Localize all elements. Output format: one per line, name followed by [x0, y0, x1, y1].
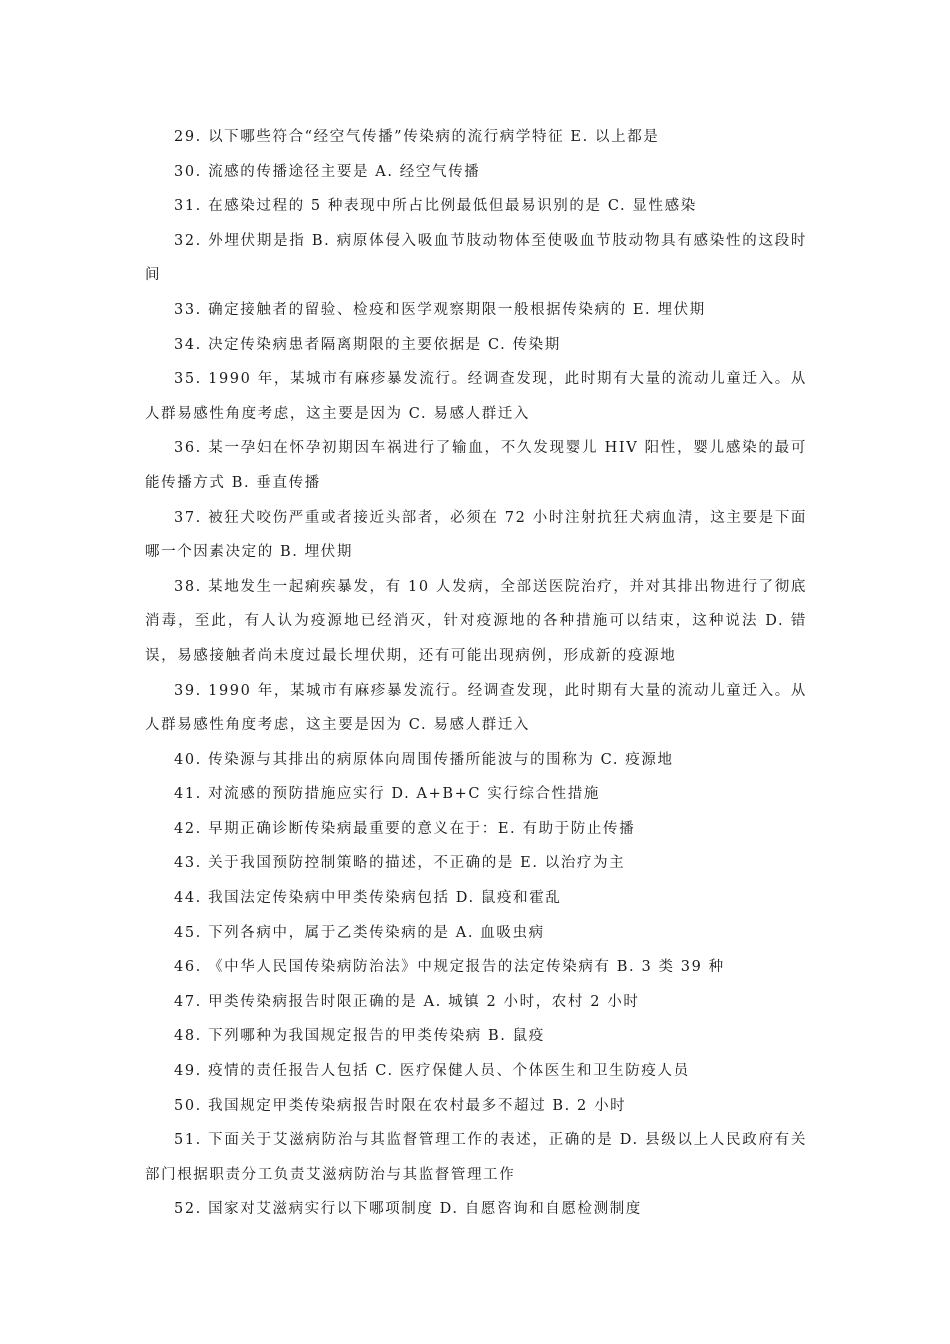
question-50: 50. 我国规定甲类传染病报告时限在农村最多不超过 B. 2 小时 — [174, 1097, 627, 1114]
question-39: 39. 1990 年，某城市有麻疹暴发流行。经调查发现，此时期有大量的流动儿童迁入。从人群易感性角度考虑，这主要是因为 C. 易感人群迁入 — [145, 682, 807, 734]
question-51: 51. 下面关于艾滋病防治与其监督管理工作的表述，正确的是 D. 县级以上人民政府有关部门根据职责分工负责艾滋病防治与其监督管理工作 — [145, 1132, 807, 1183]
question-35: 35. 1990 年，某城市有麻疹暴发流行。经调查发现，此时期有大量的流动儿童迁入。从人群易感性角度考虑，这主要是因为 C. 易感人群迁入 — [145, 371, 807, 422]
question-32: 32. 外埋伏期是指 B. 病原体侵入吸血节肢动物体至使吸血节肢动物具有感染性的这段时间 — [145, 232, 807, 284]
question-48: 48. 下列哪种为我国规定报告的甲类传染病 B. 鼠疫 — [174, 1028, 545, 1045]
question-37: 37. 被狂犬咬伤严重或者接近头部者，必须在 72 小时注射抗狂犬病血清，这主要是下面哪一个因素决定的 B. 埋伏期 — [145, 509, 807, 561]
document-page — [145, 120, 807, 1227]
question-44: 44. 我国法定传染病中甲类传染病包括 D. 鼠疫和霍乱 — [174, 890, 562, 907]
question-36: 36. 某一孕妇在怀孕初期因车祸进行了输血，不久发现婴儿 HIV 阳性，婴儿感染的最可能传播方式 B. 垂直传播 — [145, 440, 807, 491]
question-41: 41. 对流感的预防措施应实行 D. A+B+C 实行综合性措施 — [174, 786, 600, 803]
question-42: 42. 早期正确诊断传染病最重要的意义在于：E. 有助于防止传播 — [174, 820, 636, 837]
question-47: 47. 甲类传染病报告时限正确的是 A. 城镇 2 小时，农村 2 小时 — [174, 993, 640, 1010]
question-33: 33. 确定接触者的留验、检疫和医学观察期限一般根据传染病的 E. 埋伏期 — [174, 301, 706, 318]
question-29: 29. 以下哪些符合“经空气传播”传染病的流行病学特征 E. 以上都是 — [174, 129, 660, 145]
question-34: 34. 决定传染病患者隔离期限的主要依据是 C. 传染期 — [174, 336, 561, 353]
question-52: 52. 国家对艾滋病实行以下哪项制度 D. 自愿咨询和自愿检测制度 — [174, 1201, 642, 1218]
question-45: 45. 下列各病中，属于乙类传染病的是 A. 血吸虫病 — [174, 924, 545, 941]
question-31: 31. 在感染过程的 5 种表现中所占比例最低但最易识别的是 C. 显性感染 — [174, 198, 697, 215]
question-30: 30. 流感的传播途径主要是 A. 经空气传播 — [174, 163, 481, 180]
question-40: 40. 传染源与其排出的病原体向周围传播所能波与的围称为 C. 疫源地 — [174, 751, 674, 768]
question-43: 43. 关于我国预防控制策略的描述，不正确的是 E. 以治疗为主 — [174, 855, 626, 872]
question-46: 46. 《中华人民国传染病防治法》中规定报告的法定传染病有 B. 3 类 39 种 — [174, 959, 725, 976]
question-38: 38. 某地发生一起痢疾暴发，有 10 人发病，全部送医院治疗，并对其排出物进行了彻底消毒，至此，有人认为疫源地已经消灭，针对疫源地的各种措施可以结束，这种说法 D. 错误，易感接触者尚未度过最长埋伏期，还有可能出现病例，形成新的疫源地 — [145, 578, 807, 664]
question-49: 49. 疫情的责任报告人包括 C. 医疗保健人员、个体医生和卫生防疫人员 — [174, 1063, 690, 1080]
